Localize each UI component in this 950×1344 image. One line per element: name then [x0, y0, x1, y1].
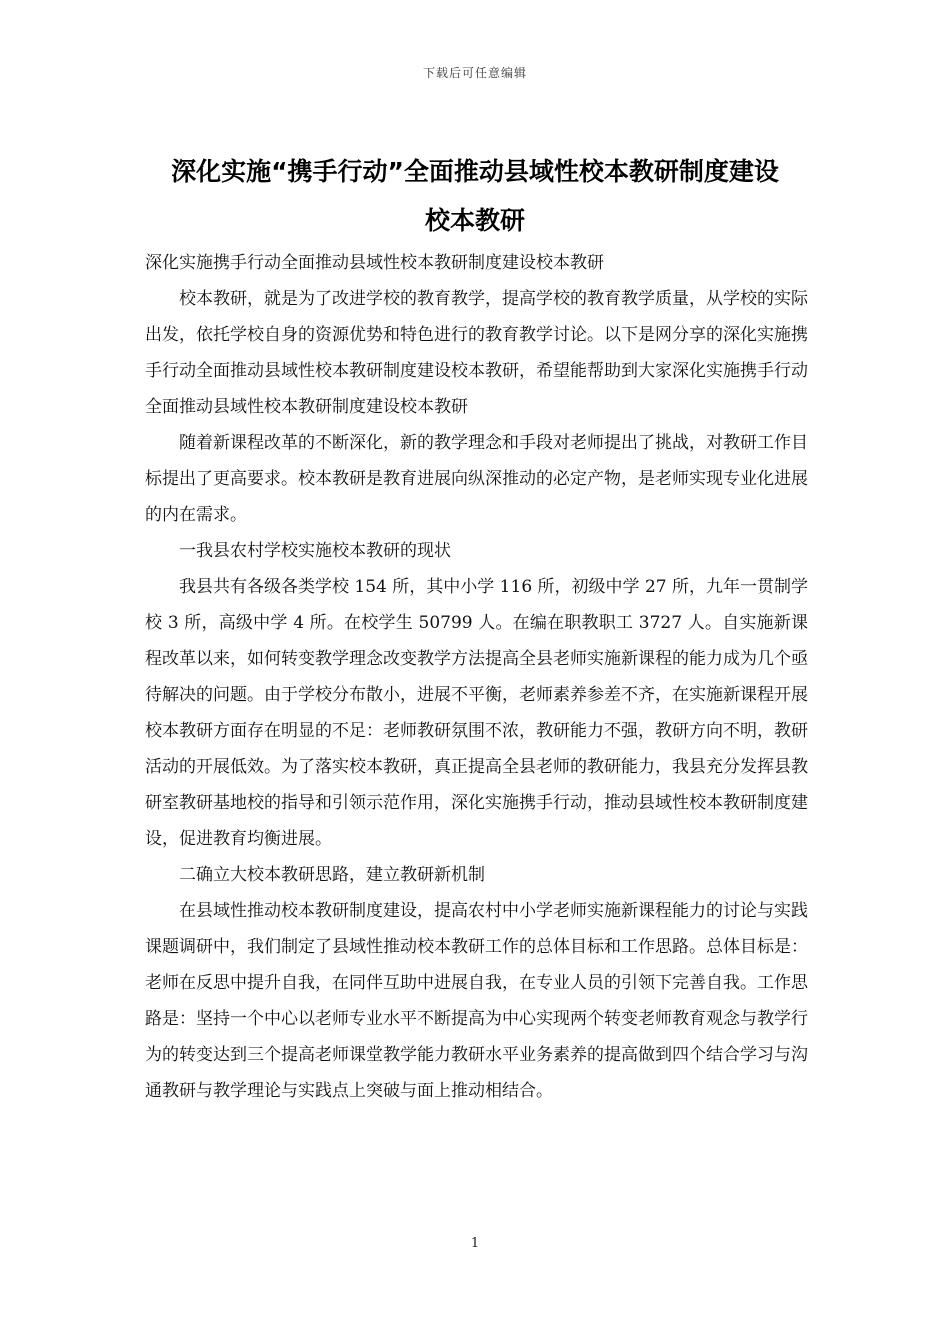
page-number: 1	[470, 1236, 480, 1251]
header-note: 下载后可任意编辑	[422, 66, 527, 80]
section-heading-2: 二确立大校本教研思路，建立教研新机制	[179, 865, 485, 885]
paragraph-current-status: 我县共有各级各类学校 154 所，其中小学 116 所，初级中学 27 所，九年一贯制学校 3 所，高级中学 4 所。在校学生 50799 人。在编在职教职工 3727 人。自实施新课程改革以来，如何转变教学理念改变教学方法提高全县老师实施新课程的能力成为几个亟待解决的问题。由于学校分布散小，进展不平衡，老师素养参差不齐，在实施新课程开展校本教研方面存在明显的不足：老师教研氛围不浓，教研能力不强，教研方向不明，教研活动的开展低效。为了落实校本教研，真正提高全县老师的教研能力，我县充分发挥县教研室教研基地校的指导和引领示范作用，深化实施携手行动，推动县域性校本教研制度建设，促进教育均衡进展。	[145, 577, 808, 849]
paragraph-work-plan: 在县域性推动校本教研制度建设，提高农村中小学老师实施新课程能力的讨论与实践课题调研中，我们制定了县域性推动校本教研工作的总体目标和工作思路。总体目标是：老师在反思中提升自我，在同伴互助中进展自我，在专业人员的引领下完善自我。工作思路是：坚持一个中心以老师专业水平不断提高为中心实现两个转变老师教育观念与教学行为的转变达到三个提高老师课堂教学能力教研水平业务素养的提高做到四个结合学习与沟通教研与教学理论与实践点上突破与面上推动相结合。	[145, 901, 808, 1101]
document-body	[145, 245, 808, 1109]
document-title-line-2: 校本教研	[424, 206, 525, 235]
section-heading-1: 一我县农村学校实施校本教研的现状	[179, 541, 451, 561]
document-title-line-1: 深化实施“携手行动”全面推动县域性校本教研制度建设	[171, 157, 779, 186]
paragraph-intro: 校本教研，就是为了改进学校的教育教学，提高学校的教育教学质量，从学校的实际出发，依托学校自身的资源优势和特色进行的教育教学讨论。以下是网分享的深化实施携手行动全面推动县域性校本教研制度建设校本教研，希望能帮助到大家深化实施携手行动全面推动县域性校本教研制度建设校本教研	[145, 289, 808, 417]
subtitle-paragraph: 深化实施携手行动全面推动县域性校本教研制度建设校本教研	[145, 253, 604, 273]
paragraph-background: 随着新课程改革的不断深化，新的教学理念和手段对老师提出了挑战，对教研工作目标提出了更高要求。校本教研是教育进展向纵深推动的必定产物，是老师实现专业化进展的内在需求。	[145, 433, 808, 525]
